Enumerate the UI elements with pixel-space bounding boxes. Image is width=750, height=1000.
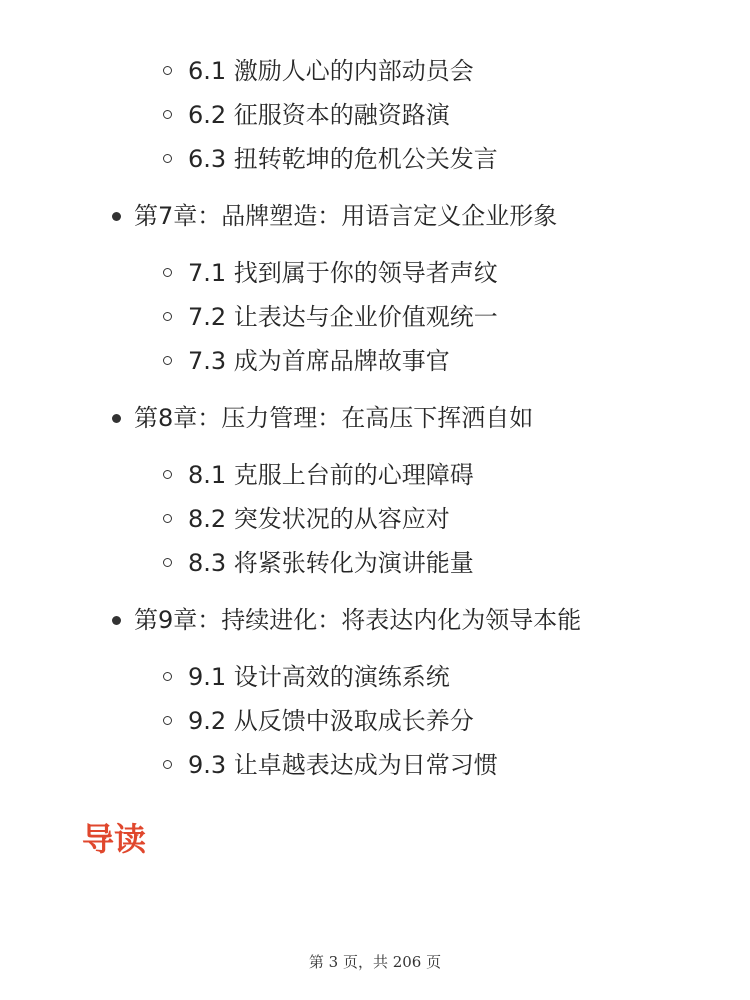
list-item (0, 699, 750, 743)
hollow-circle-bullet-icon (163, 110, 172, 119)
hollow-circle-bullet-icon (163, 760, 172, 769)
hollow-circle-bullet-icon (163, 514, 172, 523)
list-item (0, 49, 750, 93)
hollow-circle-bullet-icon (163, 672, 172, 681)
hollow-circle-bullet-icon (163, 716, 172, 725)
hollow-circle-bullet-icon (163, 356, 172, 365)
list-item-label: 8.2 突发状况的从容应对 (188, 505, 450, 533)
hollow-circle-bullet-icon (163, 154, 172, 163)
list-item-label: 7.3 成为首席品牌故事官 (188, 347, 450, 375)
list-item-label: 8.3 将紧张转化为演讲能量 (188, 549, 474, 577)
chapter-7-heading (0, 194, 750, 238)
chapter-8-heading (0, 396, 750, 440)
list-item-label: 6.1 激励人心的内部动员会 (188, 57, 474, 85)
hollow-circle-bullet-icon (163, 268, 172, 277)
list-item (0, 137, 750, 181)
chapter-title: 第9章：持续进化：将表达内化为领导本能 (134, 606, 582, 634)
filled-circle-bullet-icon (112, 414, 121, 423)
hollow-circle-bullet-icon (163, 558, 172, 567)
list-item-label: 7.2 让表达与企业价值观统一 (188, 303, 498, 331)
list-item (0, 295, 750, 339)
chapter-title: 第8章：压力管理：在高压下挥洒自如 (134, 404, 534, 432)
table-of-contents (0, 49, 750, 787)
hollow-circle-bullet-icon (163, 66, 172, 75)
filled-circle-bullet-icon (112, 616, 121, 625)
list-item (0, 655, 750, 699)
list-item (0, 743, 750, 787)
list-item-label: 9.1 设计高效的演练系统 (188, 663, 450, 691)
list-item-label: 7.1 找到属于你的领导者声纹 (188, 259, 498, 287)
hollow-circle-bullet-icon (163, 470, 172, 479)
hollow-circle-bullet-icon (163, 312, 172, 321)
list-item (0, 93, 750, 137)
chapter-9-heading (0, 598, 750, 642)
list-item (0, 541, 750, 585)
list-item (0, 339, 750, 383)
list-item-label: 6.2 征服资本的融资路演 (188, 101, 450, 129)
list-item-label: 9.2 从反馈中汲取成长养分 (188, 707, 474, 735)
list-item (0, 453, 750, 497)
list-item-label: 9.3 让卓越表达成为日常习惯 (188, 751, 498, 779)
page-number-footer: 第 3 页，共 206 页 (308, 953, 442, 971)
list-item (0, 251, 750, 295)
list-item-label: 6.3 扭转乾坤的危机公关发言 (188, 145, 498, 173)
list-item (0, 497, 750, 541)
chapter-title: 第7章：品牌塑造：用语言定义企业形象 (134, 202, 558, 230)
list-item-label: 8.1 克服上台前的心理障碍 (188, 461, 474, 489)
filled-circle-bullet-icon (112, 212, 121, 221)
section-heading-guide: 导读 (82, 820, 147, 858)
